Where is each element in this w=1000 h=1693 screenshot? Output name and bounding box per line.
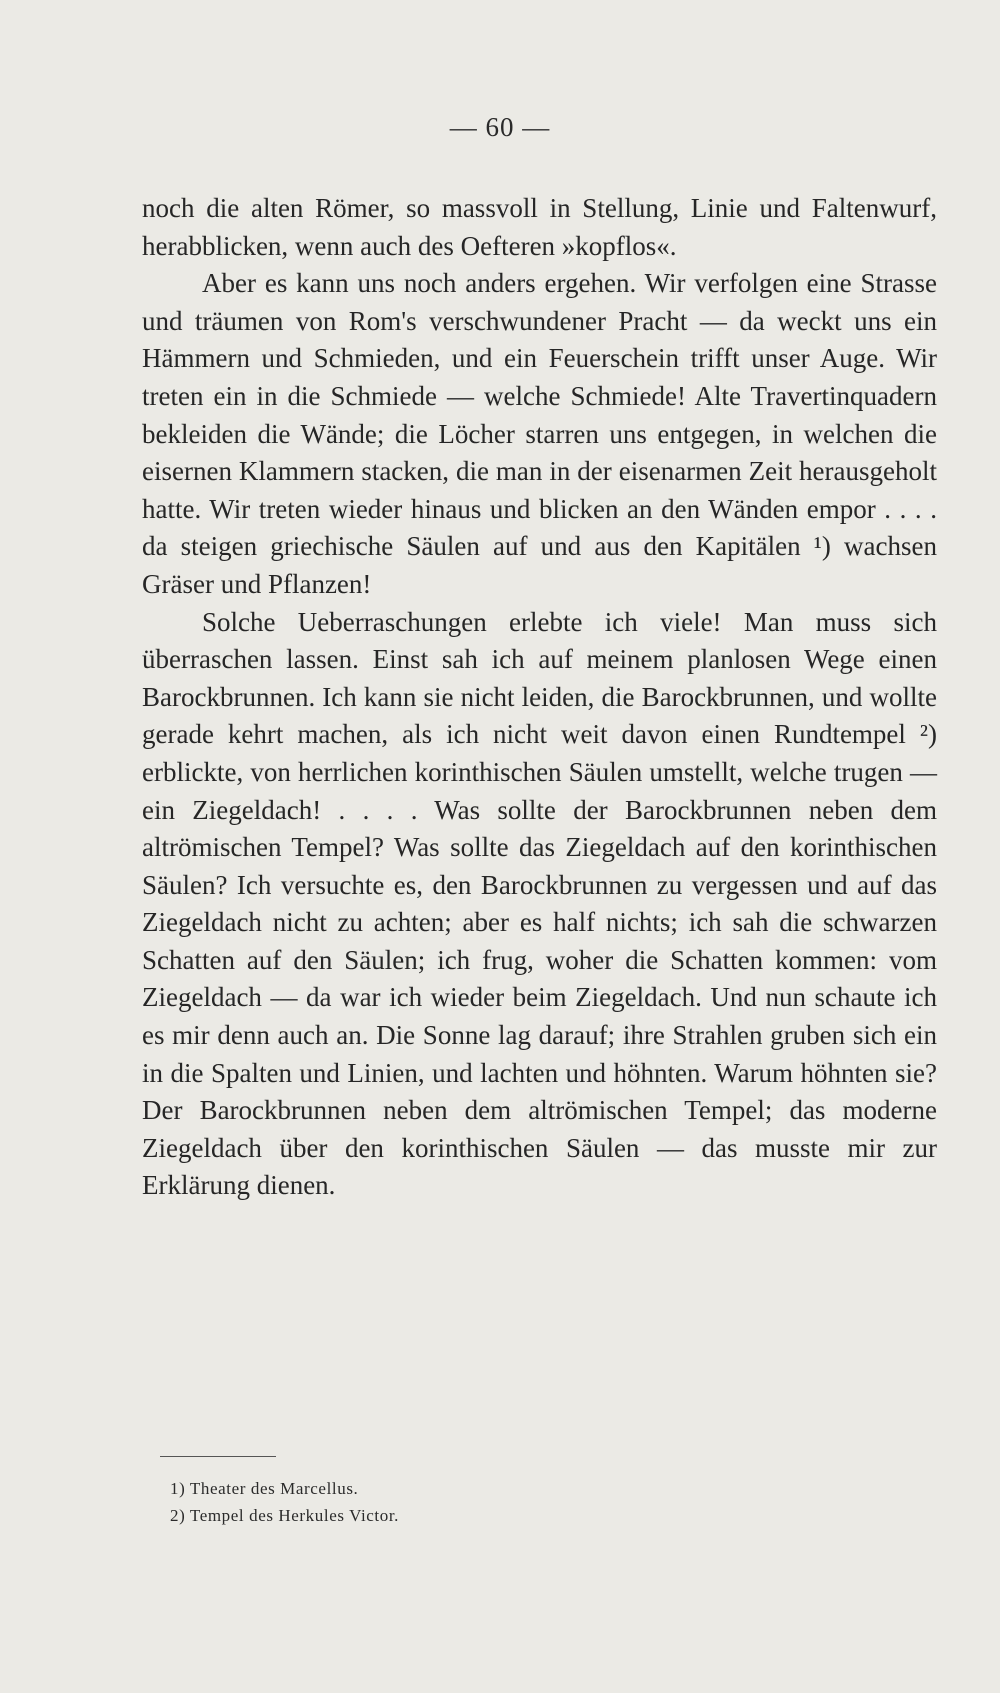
body-text — [142, 190, 937, 1205]
footnote-divider — [160, 1456, 276, 1457]
footnotes — [170, 1475, 670, 1529]
footnote-2: 2) Tempel des Herkules Victor. — [170, 1506, 400, 1525]
paragraph-3: Solche Ueberraschungen erlebte ich viele! Man muss sich überraschen lassen. Einst sah ich auf meinem planlosen Wege einen Barockbrunnen. Ich kann sie nicht leiden, die Barockbrunnen, und wollte gerade kehrt machen, als ich nicht weit davon einen Rundtempel ²) erblickte, von herrlichen korinthischen Säulen umstellt, welche trugen — ein Ziegeldach! . . . . Was sollte der Barockbrunnen neben dem altrömischen Tempel? Was sollte das Ziegeldach auf den korinthischen Säulen? Ich versuchte es, den Barockbrunnen zu vergessen und auf das Ziegeldach nicht zu achten; aber es half nichts; ich sah die schwarzen Schatten auf den Säulen; ich frug, woher die Schatten kommen: vom Ziegeldach — da war ich wieder beim Ziegeldach. Und nun schaute ich es mir denn auch an. Die Sonne lag darauf; ihre Strahlen gruben sich ein in die Spalten und Linien, und lachten und höhnten. Warum höhnten sie? Der Barockbrunnen neben dem altrömischen Tempel; das moderne Ziegeldach über den korinthischen Säulen — das musste mir zur Erklärung dienen. — [142, 606, 937, 1201]
page-number: — 60 — — [449, 112, 551, 142]
footnote-1: 1) Theater des Marcellus. — [170, 1479, 359, 1498]
paragraph-2: Aber es kann uns noch anders ergehen. Wir verfolgen eine Strasse und träumen von Rom's verschwundener Pracht — da weckt uns ein Hämmern und Schmieden, und ein Feuerschein trifft unser Auge. Wir treten ein in die Schmiede — welche Schmiede! Alte Travertinquadern bekleiden die Wände; die Löcher starren uns entgegen, in welchen die eisernen Klammern stacken, die man in der eisenarmen Zeit herausgeholt hatte. Wir treten wieder hinaus und blicken an den Wänden empor . . . . da steigen griechische Säulen auf und aus den Kapitälen ¹) wachsen Gräser und Pflanzen! — [142, 268, 937, 599]
paragraph-1: noch die alten Römer, so massvoll in Stellung, Linie und Faltenwurf, herabblicken, wenn auch des Oefteren »kopflos«. — [142, 193, 937, 261]
